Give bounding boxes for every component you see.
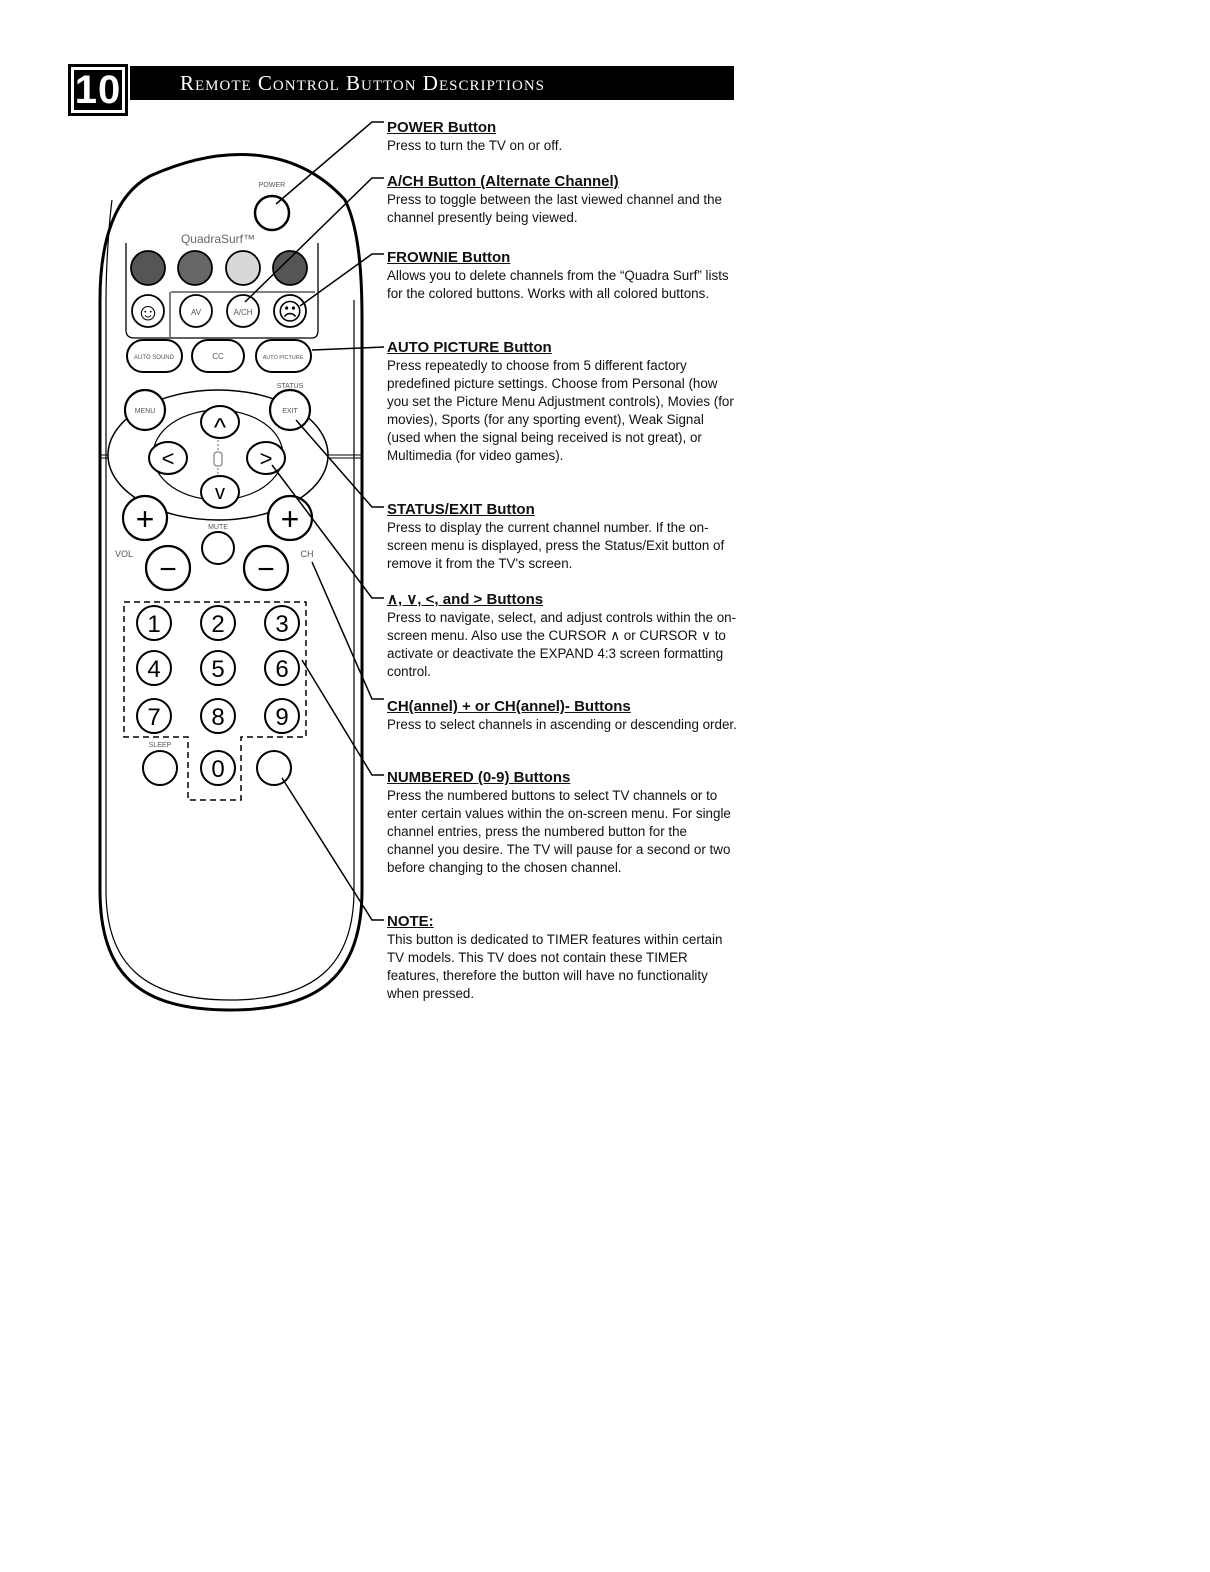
power-button[interactable]	[255, 196, 289, 230]
ach-label: A/CH	[233, 308, 253, 317]
description-text: Press to toggle between the last viewed channel and the channel presently being viewed.	[387, 192, 722, 225]
description-cursor	[387, 590, 737, 681]
digit-9-label: 9	[275, 704, 289, 731]
description-heading: STATUS/EXIT Button	[387, 501, 535, 518]
exit-label: EXIT	[282, 408, 298, 415]
cursor-up-icon: ^	[213, 412, 227, 442]
description-note	[387, 912, 737, 1003]
auto-sound-label: AUTO SOUND	[134, 355, 174, 361]
description-ach	[387, 172, 737, 227]
description-text: Press to turn the TV on or off.	[387, 138, 563, 153]
digit-6-label: 6	[275, 656, 289, 683]
page-number: 10	[74, 68, 122, 112]
description-heading: FROWNIE Button	[387, 249, 511, 266]
description-power	[387, 118, 737, 155]
description-heading: ∧, ∨, <, and > Buttons	[387, 591, 544, 608]
sleep-button[interactable]	[143, 751, 177, 785]
blue-color-button[interactable]	[273, 251, 307, 285]
digit-7-label: 7	[147, 704, 161, 731]
description-auto-picture	[387, 338, 737, 465]
description-status-exit	[387, 500, 737, 573]
red-color-button[interactable]	[131, 251, 165, 285]
power-label: POWER	[258, 182, 286, 189]
auto-picture-label: AUTO PICTURE	[262, 355, 304, 361]
timer-button[interactable]	[257, 751, 291, 785]
vol-plus-icon: +	[135, 501, 155, 537]
ch-plus-icon: +	[280, 501, 300, 537]
description-heading: NUMBERED (0-9) Buttons	[387, 769, 571, 786]
description-text: This button is dedicated to TIMER features within certain TV models. This TV does not contain these TIMER features, therefore the button will have no functionality when pressed.	[387, 932, 723, 1001]
description-text: Press to display the current channel number. If the on-screen menu is displayed, press the Status/Exit button of remove it from the TV's screen.	[387, 520, 725, 571]
sleep-label: SLEEP	[148, 742, 172, 749]
cursor-left-icon: <	[161, 446, 175, 471]
description-numbered	[387, 768, 737, 877]
digit-0-label: 0	[211, 756, 225, 783]
vol-minus-icon: −	[159, 553, 177, 586]
description-frownie	[387, 248, 737, 303]
smiley-icon: ☺	[135, 299, 161, 326]
description-heading: A/CH Button (Alternate Channel)	[387, 173, 619, 190]
mute-label: MUTE	[208, 524, 228, 531]
ch-label: CH	[300, 549, 314, 559]
green-color-button[interactable]	[178, 251, 212, 285]
description-text: Press to navigate, select, and adjust controls within the on-screen menu. Also use the CURSOR ∧ or CURSOR ∨ to activate or deactivate the EXPAND 4:3 screen formatting control.	[387, 610, 737, 679]
description-heading: CH(annel) + or CH(annel)- Buttons	[387, 698, 631, 715]
cursor-down-icon: v	[215, 482, 225, 504]
frownie-icon: ☹	[277, 299, 303, 326]
digit-4-label: 4	[147, 656, 161, 683]
description-heading: POWER Button	[387, 119, 497, 136]
description-text: Allows you to delete channels from the “Quadra Surf” lists for the colored buttons. Works with all colored buttons.	[387, 268, 729, 301]
digit-1-label: 1	[147, 611, 161, 638]
digit-3-label: 3	[275, 611, 289, 638]
description-text: Press the numbered buttons to select TV channels or to enter certain values within the on-screen menu. For single channel entries, press the numbered button for the channel you desire. The TV will pause for a second or two before changing to the chosen channel.	[387, 788, 731, 875]
vol-label: VOL	[114, 549, 134, 559]
ch-minus-icon: −	[257, 553, 275, 586]
description-channel	[387, 697, 737, 734]
digit-2-label: 2	[211, 611, 225, 638]
digit-5-label: 5	[211, 656, 225, 683]
cc-label: CC	[212, 352, 224, 361]
description-text: Press repeatedly to choose from 5 different factory predefined picture settings. Choose from Personal (how you set the Picture Menu Adjustment controls), Movies (for movies), Sports (for any sporting event), Weak Signal (used when the signal being received is not great), or Multimedia (for video games).	[387, 358, 734, 463]
description-text: Press to select channels in ascending or descending order.	[387, 717, 737, 732]
quadrasurf-label: QuadraSurf™	[180, 232, 256, 246]
status-label: STATUS	[276, 383, 304, 390]
menu-label: MENU	[134, 408, 156, 415]
av-label: AV	[190, 308, 202, 317]
page-title: Remote Control Button Descriptions	[130, 66, 734, 100]
description-heading: NOTE:	[387, 913, 434, 930]
cursor-right-icon: >	[259, 446, 273, 471]
mute-button[interactable]	[202, 532, 234, 564]
yellow-color-button[interactable]	[226, 251, 260, 285]
digit-8-label: 8	[211, 704, 225, 731]
description-heading: AUTO PICTURE Button	[387, 339, 552, 356]
